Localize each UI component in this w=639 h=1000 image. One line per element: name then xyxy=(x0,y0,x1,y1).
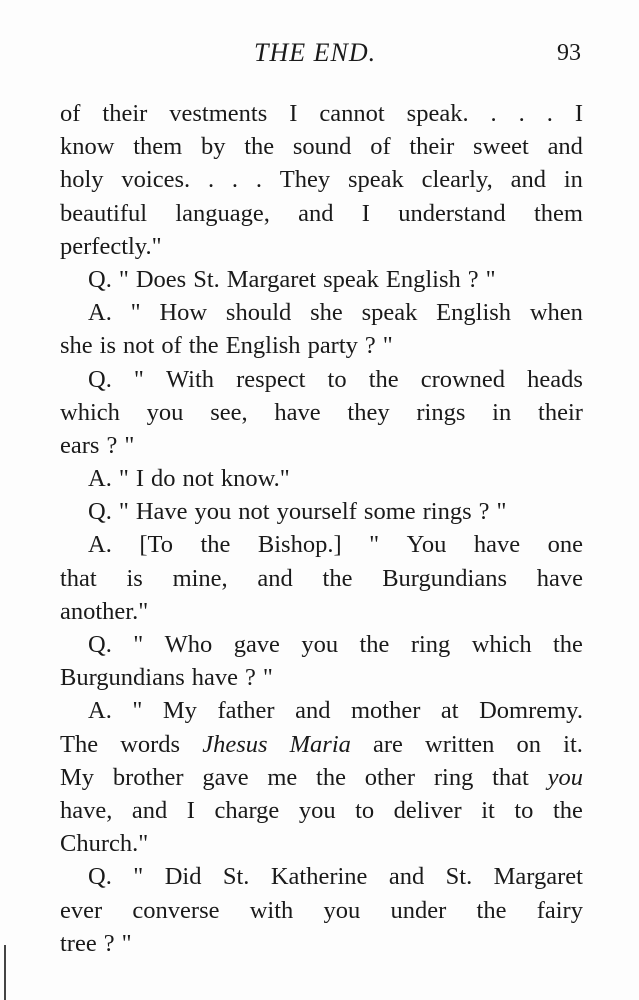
text-line: A. " My father and mother at Domremy. xyxy=(88,697,583,725)
text-line: holy voices. . . . They speak clearly, and in xyxy=(60,166,583,194)
text-line: The words Jhesus Maria are written on it. xyxy=(60,730,583,758)
text-line: Q. " Who gave you the ring which the xyxy=(88,631,583,658)
text-line: she is not of the English party ? " xyxy=(60,332,393,360)
text-line: ears ? " xyxy=(60,431,135,459)
page-number: 93 xyxy=(557,40,581,66)
text-line: beautiful language, and I understand them xyxy=(60,199,583,227)
text-line: Burgundians have ? " xyxy=(60,664,273,692)
running-title: THE END. xyxy=(254,38,377,67)
body-text xyxy=(60,97,583,960)
text-line: have, and I charge you to deliver it to the xyxy=(60,796,583,824)
text-line: Q. " Did St. Katherine and St. Margaret xyxy=(88,863,583,891)
text-line: A. " I do not know." xyxy=(88,465,290,493)
text-line: A. [To the Bishop.] " You have one xyxy=(88,531,583,559)
text-line: Church." xyxy=(60,830,149,858)
text-line: My brother gave me the other ring that you xyxy=(60,763,583,791)
text-line: ever converse with you under the fairy xyxy=(60,896,583,924)
text-line: perfectly." xyxy=(60,232,162,260)
text-line: tree ? " xyxy=(60,929,132,957)
text-line: which you see, have they rings in their xyxy=(60,398,583,426)
text-line: another." xyxy=(60,597,149,625)
text-line: Q. " Have you not yourself some rings ? " xyxy=(88,498,507,526)
text-line: know them by the sound of their sweet and xyxy=(60,133,583,161)
page-edge-mark xyxy=(4,945,6,1000)
text-line: Q. " With respect to the crowned heads xyxy=(88,365,583,393)
text-line: A. " How should she speak English when xyxy=(88,299,583,327)
text-line: that is mine, and the Burgundians have xyxy=(60,564,583,592)
page-header xyxy=(0,38,639,78)
text-line: Q. " Does St. Margaret speak English ? " xyxy=(88,265,496,293)
text-line: of their vestments I cannot speak. . . . I xyxy=(60,100,583,127)
